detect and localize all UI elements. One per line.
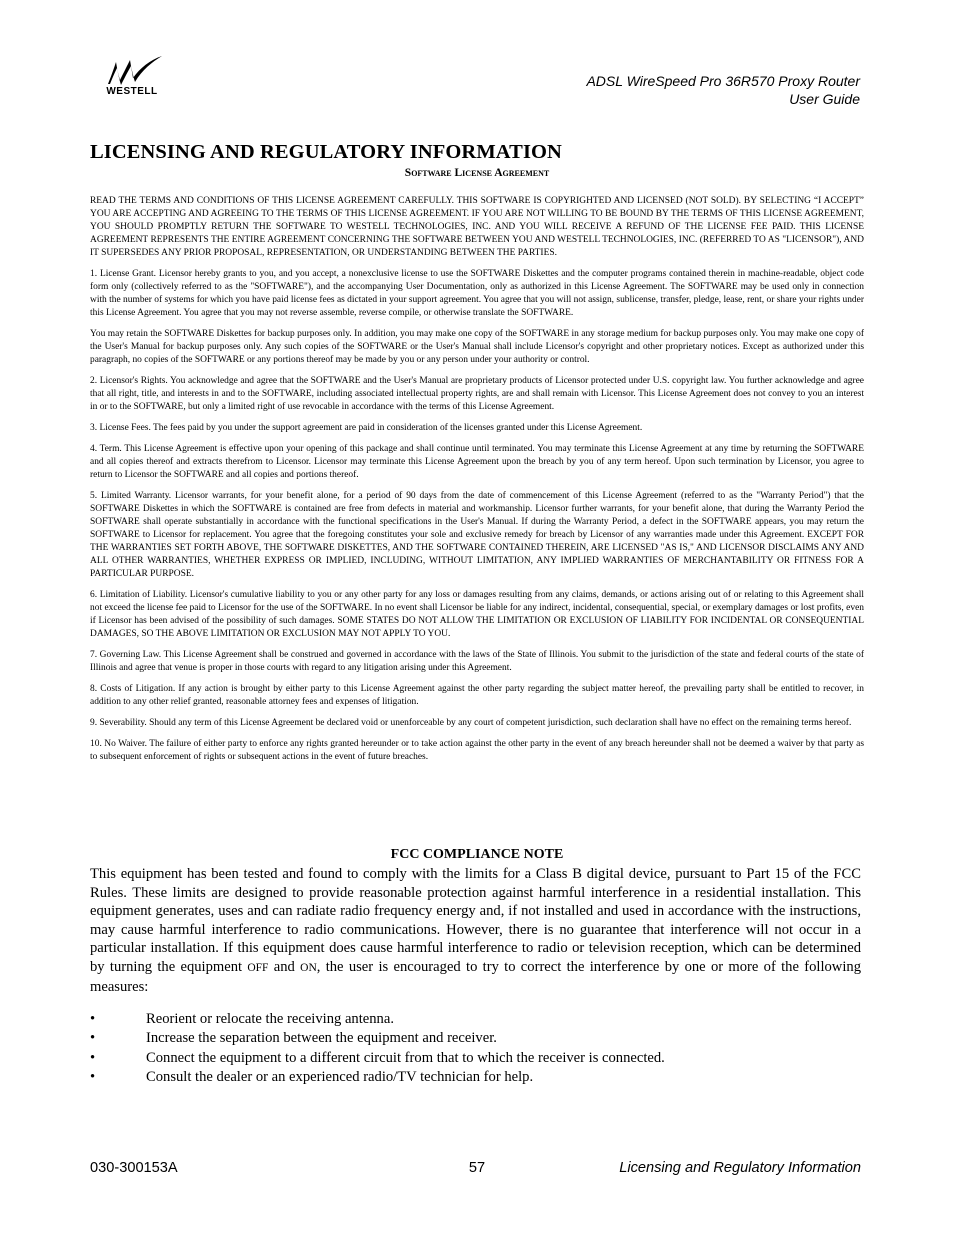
license-paragraph: READ THE TERMS AND CONDITIONS OF THIS LICENSE AGREEMENT CAREFULLY. THIS SOFTWARE IS COPYRIGHTED AND LICENSED (NOT SOLD). BY SELECTING “I ACCEPT” YOU ARE ACCEPTING AND AGREEING TO THE TERMS OF THIS LICENSE AGREEMENT. IF YOU ARE NOT WILLING TO BE BOUND BY THE TERMS OF THIS LICENSE AGREEMENT, YOU SHOULD PROMPTLY RETURN THE SOFTWARE TO WESTELL TECHNOLOGIES, INC. AND YOU WILL RECEIVE A REFUND OF THE LICENSE FEE PAID. THIS LICENSE AGREEMENT REPRESENTS THE ENTIRE AGREEMENT CONCERNING THE SOFTWARE BETWEEN YOU AND WESTELL TECHNOLOGIES, INC. (REFERRED TO AS "LICENSOR"), AND IT SUPERSEDES ANY PRIOR PROPOSAL, REPRESENTATION, OR UNDERSTANDING BETWEEN THE PARTIES. xyxy=(90,196,864,258)
fcc-and-word: and xyxy=(268,958,301,975)
license-paragraph: 7. Governing Law. This License Agreement shall be construed and governed in accordance with the laws of the State of Illinois. You submit to the jurisdiction of the state and federal courts of the state of Illinois and agree that venue is proper in those courts with regard to any litigation arising under this Agreement. xyxy=(90,650,864,673)
license-paragraph: 3. License Fees. The fees paid by you under the support agreement are paid in consideration of the licenses granted under this License Agreement. xyxy=(90,423,643,433)
footer-doc-number: 030-300153A xyxy=(90,1160,178,1176)
license-paragraph: 4. Term. This License Agreement is effective upon your opening of this package and shall continue until terminated. You may terminate this License Agreement at any time by returning the SOFTWARE and all copies thereof and extracts therefrom to Licensor. Licensor may terminate this License Agreement upon the breach by you of any term hereof. Upon such termination by Licensor, you agree to return to Licensor the SOFTWARE and all copies and portions thereof. xyxy=(90,444,864,480)
westell-swoosh-icon xyxy=(96,54,168,88)
bullet-icon: • xyxy=(90,1049,96,1066)
license-paragraph: 5. Limited Warranty. Licensor warrants, for your benefit alone, for a period of 90 days from the date of commencement of this License Agreement (referred to as the "Warranty Period") that the SOFTWARE Diskettes in which the SOFTWARE is contained are free from defects in material and workmanship. Licensor further warrants, for your benefit alone, that during the Warranty Period the SOFTWARE shall operate substantially in accordance with the functional specifications in the User's Manual. If during the Warranty Period, a defect in the SOFTWARE appears, you may return the SOFTWARE to Licensor for replacement. You agree that the foregoing constitutes your sole and exclusive remedy for breach by Licensor of any warranties made under this Agreement. EXCEPT FOR THE WARRANTIES SET FORTH ABOVE, THE SOFTWARE DISKETTES, AND THE SOFTWARE CONTAINED THEREIN, ARE LICENSED "AS IS," AND LICENSOR DISCLAIMS ANY AND ALL OTHER WARRANTIES, WHETHER EXPRESS OR IMPLIED, INCLUDING, WITHOUT LIMITATION, ANY IMPLIED WARRANTIES OF MERCHANTABILITY OR FITNESS FOR A PARTICULAR PURPOSE. xyxy=(90,491,864,579)
license-paragraph: 2. Licensor's Rights. You acknowledge and agree that the SOFTWARE and the User's Manual are proprietary products of Licensor protected under U.S. copyright law. You further acknowledge and agree that all right, title, and interests in and to the SOFTWARE, including associated intellectual property rights, are and shall remain with Licensor. This License Agreement does not convey to you an interest in or to the SOFTWARE, but only a limited right of use revocable in accordance with the terms of this License Agreement. xyxy=(90,376,864,412)
list-item-text: Consult the dealer or an experienced radio/TV technician for help. xyxy=(146,1069,534,1086)
list-item xyxy=(90,1049,861,1068)
fcc-heading: FCC COMPLIANCE NOTE xyxy=(390,847,564,862)
list-item xyxy=(90,1010,861,1029)
fcc-text-part1: This equipment has been tested and found to comply with the limits for a Class B digital device, pursuant to Part 15 of the FCC Rules. These limits are designed to provide reasonable protection against harmful interference in a residential installation. This equipment generates, uses and can radiate radio frequency energy and, if not installed and used in accordance with the instructions, may cause harmful interference to radio communications. However, there is no guarantee that interference will not occur in a particular installation. If this equipment does cause harmful interference to radio or television reception, which can be determined by turning the equipment xyxy=(90,866,861,975)
bullet-icon: • xyxy=(90,1069,96,1086)
footer-page-number: 57 xyxy=(468,1160,486,1176)
running-header xyxy=(586,72,860,108)
fcc-off-word: OFF xyxy=(247,961,269,974)
list-item-text: Reorient or relocate the receiving antenna. xyxy=(146,1011,394,1027)
license-paragraph: 10. No Waiver. The failure of either party to enforce any rights granted hereunder or to take action against the other party in the event of any breach hereunder shall not be deemed a waiver by that party as to subsequent enforcement of rights or subsequent actions in the event of future breaches. xyxy=(90,739,864,762)
logo-wordmark: WESTELL xyxy=(106,86,158,97)
list-item xyxy=(90,1068,861,1087)
license-paragraph: 6. Limitation of Liability. Licensor's cumulative liability to you or any other party for any loss or damages resulting from any claims, demands, or actions arising out of or relating to this Agreement shall not exceed the license fee paid to Licensor for the use of the SOFTWARE. In no event shall Licensor be liable for any indirect, incidental, consequential, special, or exemplary damages or lost profits, even if Licensor has been advised of the possibility of such damages. SOME STATES DO NOT ALLOW THE LIMITATION OR EXCLUSION OF LIABILITY FOR INCIDENTAL OR CONSEQUENTIAL DAMAGES, SO THE ABOVE LIMITATION OR EXCLUSION MAY NOT APPLY TO YOU. xyxy=(90,590,864,639)
page-title: LICENSING AND REGULATORY INFORMATION xyxy=(90,141,562,163)
header-product-title: ADSL WireSpeed Pro 36R570 Proxy Router xyxy=(586,73,860,89)
fcc-measures-list xyxy=(90,1010,861,1088)
license-paragraph: 9. Severability. Should any term of this License Agreement be declared void or unenforceable by any court of competent jurisdiction, such declaration shall have no effect on the remaining terms hereof. xyxy=(90,718,852,728)
list-item xyxy=(90,1029,861,1048)
section-subtitle: Software License Agreement xyxy=(404,167,550,179)
westell-logo xyxy=(96,54,170,100)
list-item-text: Increase the separation between the equipment and receiver. xyxy=(146,1030,497,1047)
fcc-text-part2: , the user is encouraged to try to correct the interference by one or more of the following measures: xyxy=(90,958,861,995)
license-paragraph: 8. Costs of Litigation. If any action is brought by either party to this License Agreement against the other party regarding the subject matter hereof, the prevailing party shall be entitled to recover, in addition to any other relief granted, reasonable attorney fees and expenses of litigation. xyxy=(90,684,864,707)
license-paragraph: 1. License Grant. Licensor hereby grants to you, and you accept, a nonexclusive license to use the SOFTWARE Diskettes and the computer programs contained therein in machine-readable, object code form only (collectively referred to as the "SOFTWARE"), and the accompanying User Documentation, only as authorized in this License Agreement. The SOFTWARE may be used only in connection with the number of systems for which you have paid license fees as dictated in your support agreement. You agree that you will not assign, sublicense, transfer, pledge, lease, rent, or share your rights under this License Agreement. You agree that you may not reverse assemble, reverse compile, or otherwise translate the SOFTWARE. xyxy=(90,269,864,318)
fcc-paragraph xyxy=(90,865,861,996)
license-paragraph: You may retain the SOFTWARE Diskettes for backup purposes only. In addition, you may make one copy of the SOFTWARE in any storage medium for backup purposes only. You may make one copy of the User's Manual for backup purposes only. Any such copies of the SOFTWARE or the User's Manual shall include Licensor's copyright and other proprietary notices. Except as authorized under this paragraph, no copies of the SOFTWARE or any portions thereof may be made by you or any person under your authority or control. xyxy=(90,329,864,365)
list-item-text: Connect the equipment to a different circuit from that to which the receiver is connected. xyxy=(146,1049,665,1066)
fcc-on-word: ON xyxy=(300,961,317,974)
header-guide-title: User Guide xyxy=(789,91,860,107)
license-agreement-text xyxy=(90,195,864,772)
bullet-icon: • xyxy=(90,1030,96,1047)
bullet-icon: • xyxy=(90,1011,96,1027)
footer-section-title: Licensing and Regulatory Information xyxy=(619,1160,861,1176)
